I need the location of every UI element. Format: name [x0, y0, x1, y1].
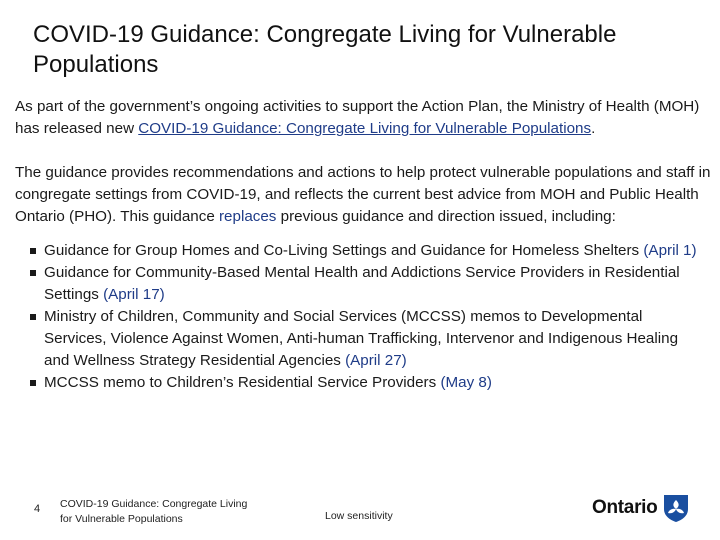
bullet-square-icon — [30, 270, 36, 276]
bullet-square-icon — [30, 314, 36, 320]
list-item — [15, 306, 697, 372]
bullet-square-icon — [30, 248, 36, 254]
replaced-guidance-list — [15, 240, 715, 394]
list-item-date: (April 27) — [345, 352, 407, 369]
bullet-square-icon — [30, 380, 36, 386]
trillium-icon — [662, 493, 690, 523]
ontario-wordmark: Ontario — [592, 497, 658, 518]
list-item-text: Guidance for Community-Based Mental Health and Addictions Service Providers in Residential Settings — [44, 264, 680, 303]
sensitivity-label: Low sensitivity — [325, 510, 393, 522]
guidance-text-end: previous guidance and direction issued, including: — [276, 208, 616, 225]
list-item-text: Ministry of Children, Community and Social Services (MCCSS) memos to Developmental Services, Violence Against Women, Anti-human Trafficking, Intervenor and Indigenous Healing and Wellness Strategy Residential Agencies — [44, 308, 679, 369]
footer-doc-title: COVID-19 Guidance: Congregate Living for Vulnerable Populations — [60, 498, 248, 525]
intro-period: . — [591, 120, 596, 137]
page-number: 4 — [34, 503, 41, 515]
list-item-date: (April 17) — [103, 286, 165, 303]
list-item-text: Guidance for Group Homes and Co-Living Settings and Guidance for Homeless Shelters — [44, 242, 644, 259]
list-item — [15, 262, 697, 306]
slide-body — [15, 96, 715, 394]
slide-title: COVID-19 Guidance: Congregate Living for Vulnerable Populations — [33, 21, 617, 78]
guidance-paragraph — [15, 162, 715, 228]
list-item-date: (April 1) — [643, 242, 697, 259]
ontario-logo — [592, 492, 690, 524]
guidance-link[interactable]: COVID-19 Guidance: Congregate Living for Vulnerable Populations — [138, 120, 592, 137]
guidance-text: The guidance provides recommendations and actions to help protect vulnerable populations and staff in congregate settings from COVID-19, and reflects the current best advice from MOH and Public Health Ontario (PHO). This guidance — [15, 164, 711, 225]
list-item-date: (May 8) — [440, 374, 492, 391]
intro-text: As part of the government’s ongoing activities to support the Action Plan, the Ministry of Health (MOH) has released new — [15, 98, 700, 137]
replaces-highlight: replaces — [219, 208, 277, 225]
intro-paragraph — [15, 96, 715, 140]
list-item — [15, 372, 697, 394]
list-item — [15, 240, 697, 262]
list-item-text: MCCSS memo to Children’s Residential Service Providers — [44, 374, 441, 391]
